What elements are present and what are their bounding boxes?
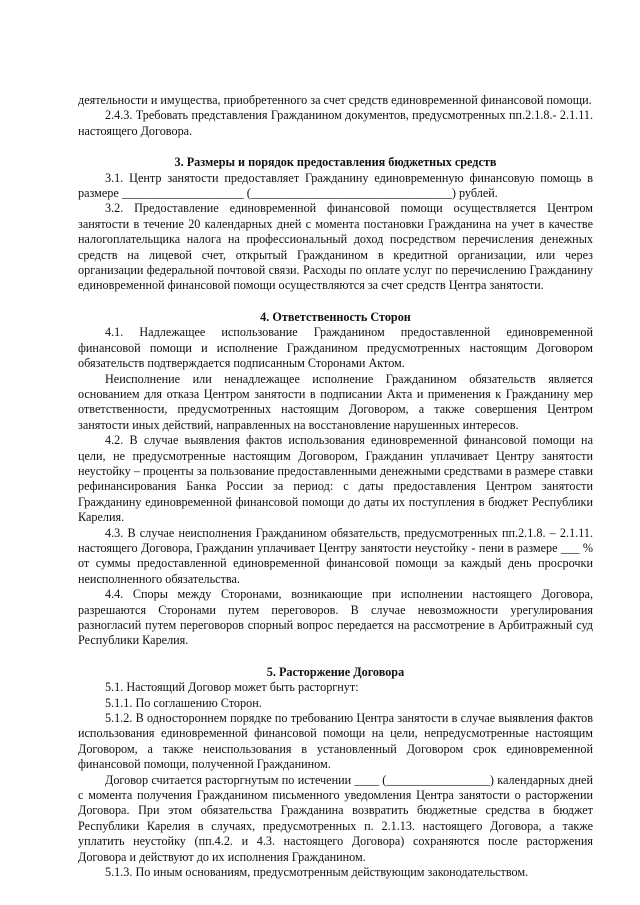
termination-terms-paragraph: Договор считается расторгнутым по истечении ____ (_________________) календарных дней с момента получения Гражданином письменного уведомления Центра занятости о расторжении Договора. При этом обязательства Гражданина возвратить бюджетные средства в бюджет Республики Карелия в случаях, предусмотренных п. 2.1.13. настоящего Договора, а также уплатить неустойку (пп.4.2. и 4.3. настоящего Договора) сохраняются после расторжения Договора и действуют до их исполнения Гражданином. [78,772,593,864]
clause-5-1: 5.1. Настоящий Договор может быть расторгнут: [105,680,359,695]
spacer [78,294,593,310]
section-5-heading: 5. Расторжение Договора [266,664,405,679]
clause-4-1: 4.1. Надлежащее использование Гражданином предоставленной единовременной финансовой помощи и исполнение Гражданином предусмотренных настоящим Договором обязательств подтверждается подписанным Сторонами Актом. [78,325,593,371]
section-3-heading: 3. Размеры и порядок предоставления бюджетных средств [174,155,497,170]
clause-5-1-3: 5.1.3. По иным основаниям, предусмотренным действующим законодательством. [105,865,529,880]
clause-4-1-continued: Неисполнение или ненадлежащее исполнение Гражданином обязательств является основанием для отказа Центром занятости в подписании Акта и применения к Гражданину мер ответственности, предусмотренных настоящим Договором, а также совершения Центром занятости иных действий, направленных на восстановление нарушенных интересов. [78,371,593,432]
clause-4-4: 4.4. Споры между Сторонами, возникающие при исполнении настоящего Договора, разрешаются Сторонами путем переговоров. В случае невозможности урегулирования разногласий путем переговоров спорный вопрос передается на рассмотрение в Арбитражный суд Республики Карелия. [78,587,593,648]
spacer [78,139,593,155]
clause-4-2: 4.2. В случае выявления фактов использования единовременной финансовой помощи на цели, не предусмотренные настоящим Договором, Гражданин уплачивает Центру занятости неустойку – проценты за пользование предоставленными денежными средствами в размере ставки рефинансирования Банка России за период: с даты предоставления Центром занятости Гражданину единовременной финансовой помощи до даты их поступления в бюджет Республики Карелия. [78,433,593,525]
spacer [78,649,593,665]
section-4-heading: 4. Ответственность Сторон [260,309,411,324]
clause-3-2: 3.2. Предоставление единовременной финансовой помощи осуществляется Центром занятости в течение 20 календарных дней с момента постановки Гражданина на учет в качестве налогоплательщика налога на профессиональный доход посредством перечисления денежных средств на лицевой счет, открытый Гражданином в кредитной организации, или через организации федеральной почтовой связи. Расходы по оплате услуг по перечислению Гражданину единовременной финансовой помощи осуществляются за счет средств Центра занятости. [78,201,593,293]
clause-5-1-1: 5.1.1. По соглашению Сторон. [105,695,262,710]
clause-4-3: 4.3. В случае неисполнения Гражданином обязательств, предусмотренных пп.2.1.8. – 2.1.11. настоящего Договора, Гражданин уплачивает Центру занятости неустойку - пени в размере ___ % от суммы предоставленной единовременной финансовой помощи за каждый день просрочки неисполненного обязательства. [78,525,593,586]
intro-paragraph-1: деятельности и имущества, приобретенного за счет средств единовременной финансовой помощи. [78,93,592,107]
clause-2-4-3: 2.4.3. Требовать представления Гражданином документов, предусмотренных пп.2.1.8.- 2.1.11. настоящего Договора. [78,108,593,138]
clause-5-1-2: 5.1.2. В одностороннем порядке по требованию Центра занятости в случае выявления фактов использования единовременной финансовой помощи на цели, непредусмотренные настоящим Договором, а также неиспользования в установленный Договором срок единовременной финансовой помощи, полученной Гражданином. [78,711,593,772]
clause-3-1: 3.1. Центр занятости предоставляет Гражданину единовременную финансовую помощь в размере ____________________ (_________________________________) рублей. [78,170,593,201]
